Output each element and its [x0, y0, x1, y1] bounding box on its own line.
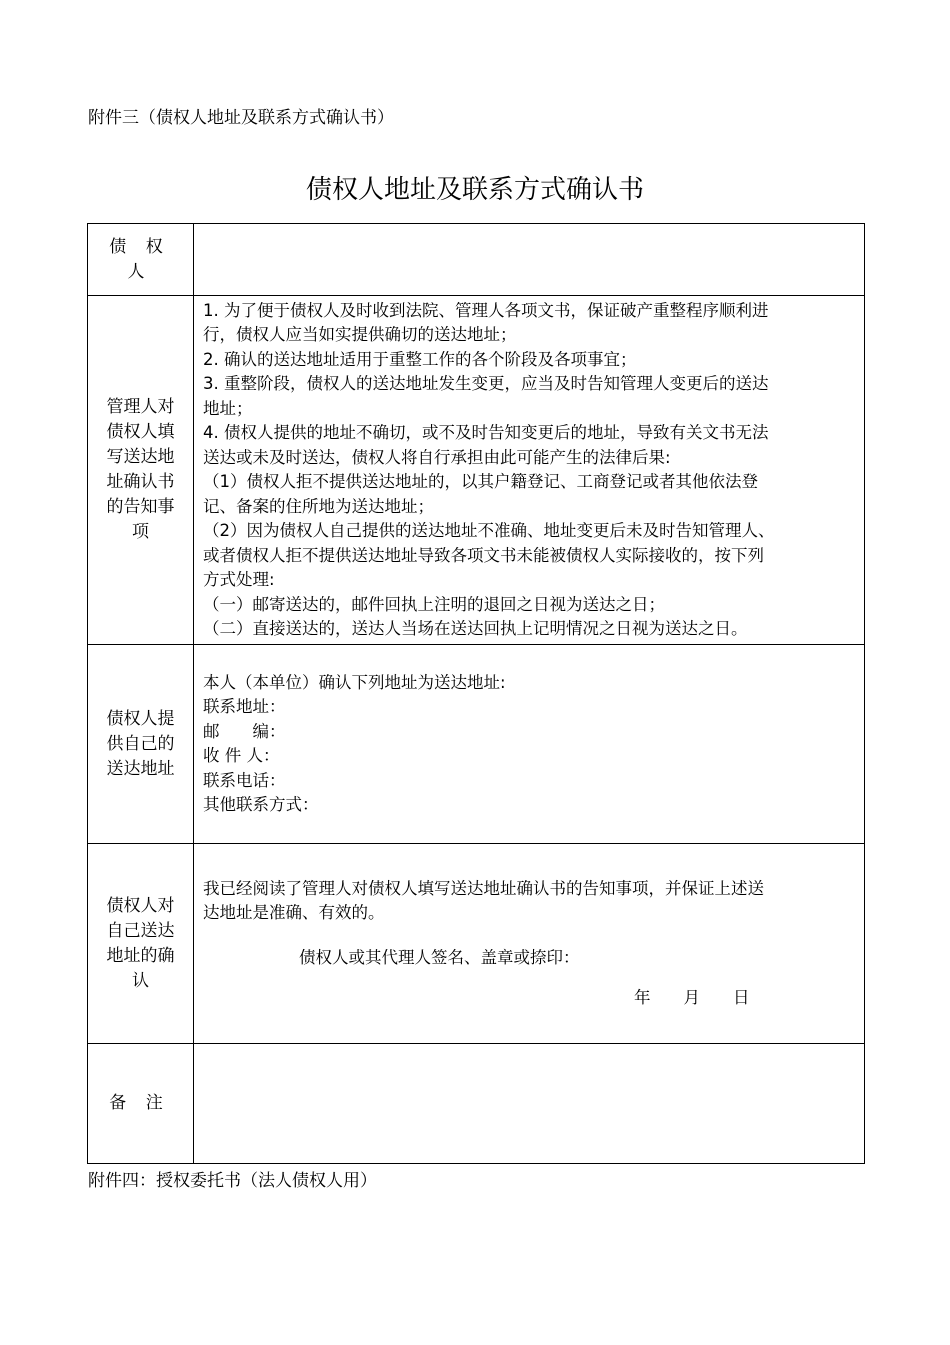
- confirmation-label: 债权人对自己送达地址的确认: [106, 895, 175, 991]
- row-confirmation: [88, 844, 865, 1044]
- notice-label-cell: [88, 296, 194, 645]
- address-field-postcode: 邮 编：: [203, 721, 286, 741]
- address-field-contact-address: 联系地址：: [203, 697, 286, 716]
- notice-line: 方式处理:: [203, 570, 275, 589]
- address-field-other-contact: 其他联系方式：: [203, 795, 319, 814]
- confirmation-statement-line1: 我已经阅读了管理人对债权人填写送达地址确认书的告知事项，并保证上述送: [203, 878, 764, 898]
- confirmation-statement-line2: 达地址是准确、有效的。: [203, 903, 385, 922]
- date-line: 年 月 日: [634, 988, 750, 1007]
- row-notice: [88, 296, 865, 645]
- notice-line: 4. 债权人提供的地址不确切，或不及时告知变更后的地址，导致有关文书无法: [203, 423, 769, 442]
- signature-line: 债权人或其代理人签名、盖章或捺印：: [299, 947, 580, 967]
- notice-label: 管理人对债权人填写送达地址确认书的告知事项: [106, 397, 175, 542]
- notice-line: 送达或未及时送达，债权人将自行承担由此可能产生的法律后果:: [203, 447, 671, 467]
- address-content-cell: [194, 645, 865, 844]
- confirmation-label-cell: [88, 844, 194, 1044]
- notice-content-cell: [194, 296, 865, 645]
- notice-line: 记、备案的住所地为送达地址；: [203, 496, 434, 516]
- notice-line: 或者债权人拒不提供送达地址导致各项文书未能被债权人实际接收的，按下列: [203, 545, 764, 565]
- remarks-value-cell: [194, 1044, 865, 1164]
- notice-line: （2）因为债权人自己提供的送达地址不准确、地址变更后未及时告知管理人、: [203, 521, 775, 540]
- document-title: 债权人地址及联系方式确认书: [305, 175, 644, 205]
- address-label: 债权人提供自己的送达地址: [106, 708, 175, 779]
- creditor-label: 债 权 人: [109, 236, 170, 282]
- next-attachment-label: 附件四：授权委托书（法人债权人用）: [88, 1171, 377, 1191]
- address-field-recipient: 收 件 人：: [203, 746, 280, 765]
- address-field-phone: 联系电话：: [203, 770, 286, 790]
- notice-line: （二）直接送达的，送达人当场在送达回执上记明情况之日视为送达之日。: [203, 619, 748, 638]
- notice-line: （1）债权人拒不提供送达地址的，以其户籍登记、工商登记或者其他依法登: [203, 472, 758, 491]
- confirmation-form-table: [87, 223, 865, 1164]
- confirmation-content-cell: [194, 844, 865, 1044]
- creditor-label-cell: [88, 224, 194, 296]
- attachment-header: 附件三（债权人地址及联系方式确认书）: [88, 108, 394, 128]
- notice-line: 3. 重整阶段，债权人的送达地址发生变更，应当及时告知管理人变更后的送达: [203, 374, 769, 393]
- notice-line: 地址；: [203, 398, 253, 418]
- notice-line: （一）邮寄送达的，邮件回执上注明的退回之日视为送达之日；: [203, 594, 665, 614]
- row-remarks: [88, 1044, 865, 1164]
- row-address: [88, 645, 865, 844]
- remarks-label: 备 注: [109, 1093, 170, 1113]
- address-intro: 本人（本单位）确认下列地址为送达地址:: [203, 672, 506, 692]
- notice-line: 2. 确认的送达地址适用于重整工作的各个阶段及各项事宜；: [203, 349, 637, 369]
- creditor-value-cell: [194, 224, 865, 296]
- remarks-label-cell: [88, 1044, 194, 1164]
- address-label-cell: [88, 645, 194, 844]
- row-creditor: [88, 224, 865, 296]
- notice-line: 行，债权人应当如实提供确切的送达地址；: [203, 325, 517, 344]
- notice-line: 1. 为了便于债权人及时收到法院、管理人各项文书，保证破产重整程序顺利进: [203, 300, 769, 320]
